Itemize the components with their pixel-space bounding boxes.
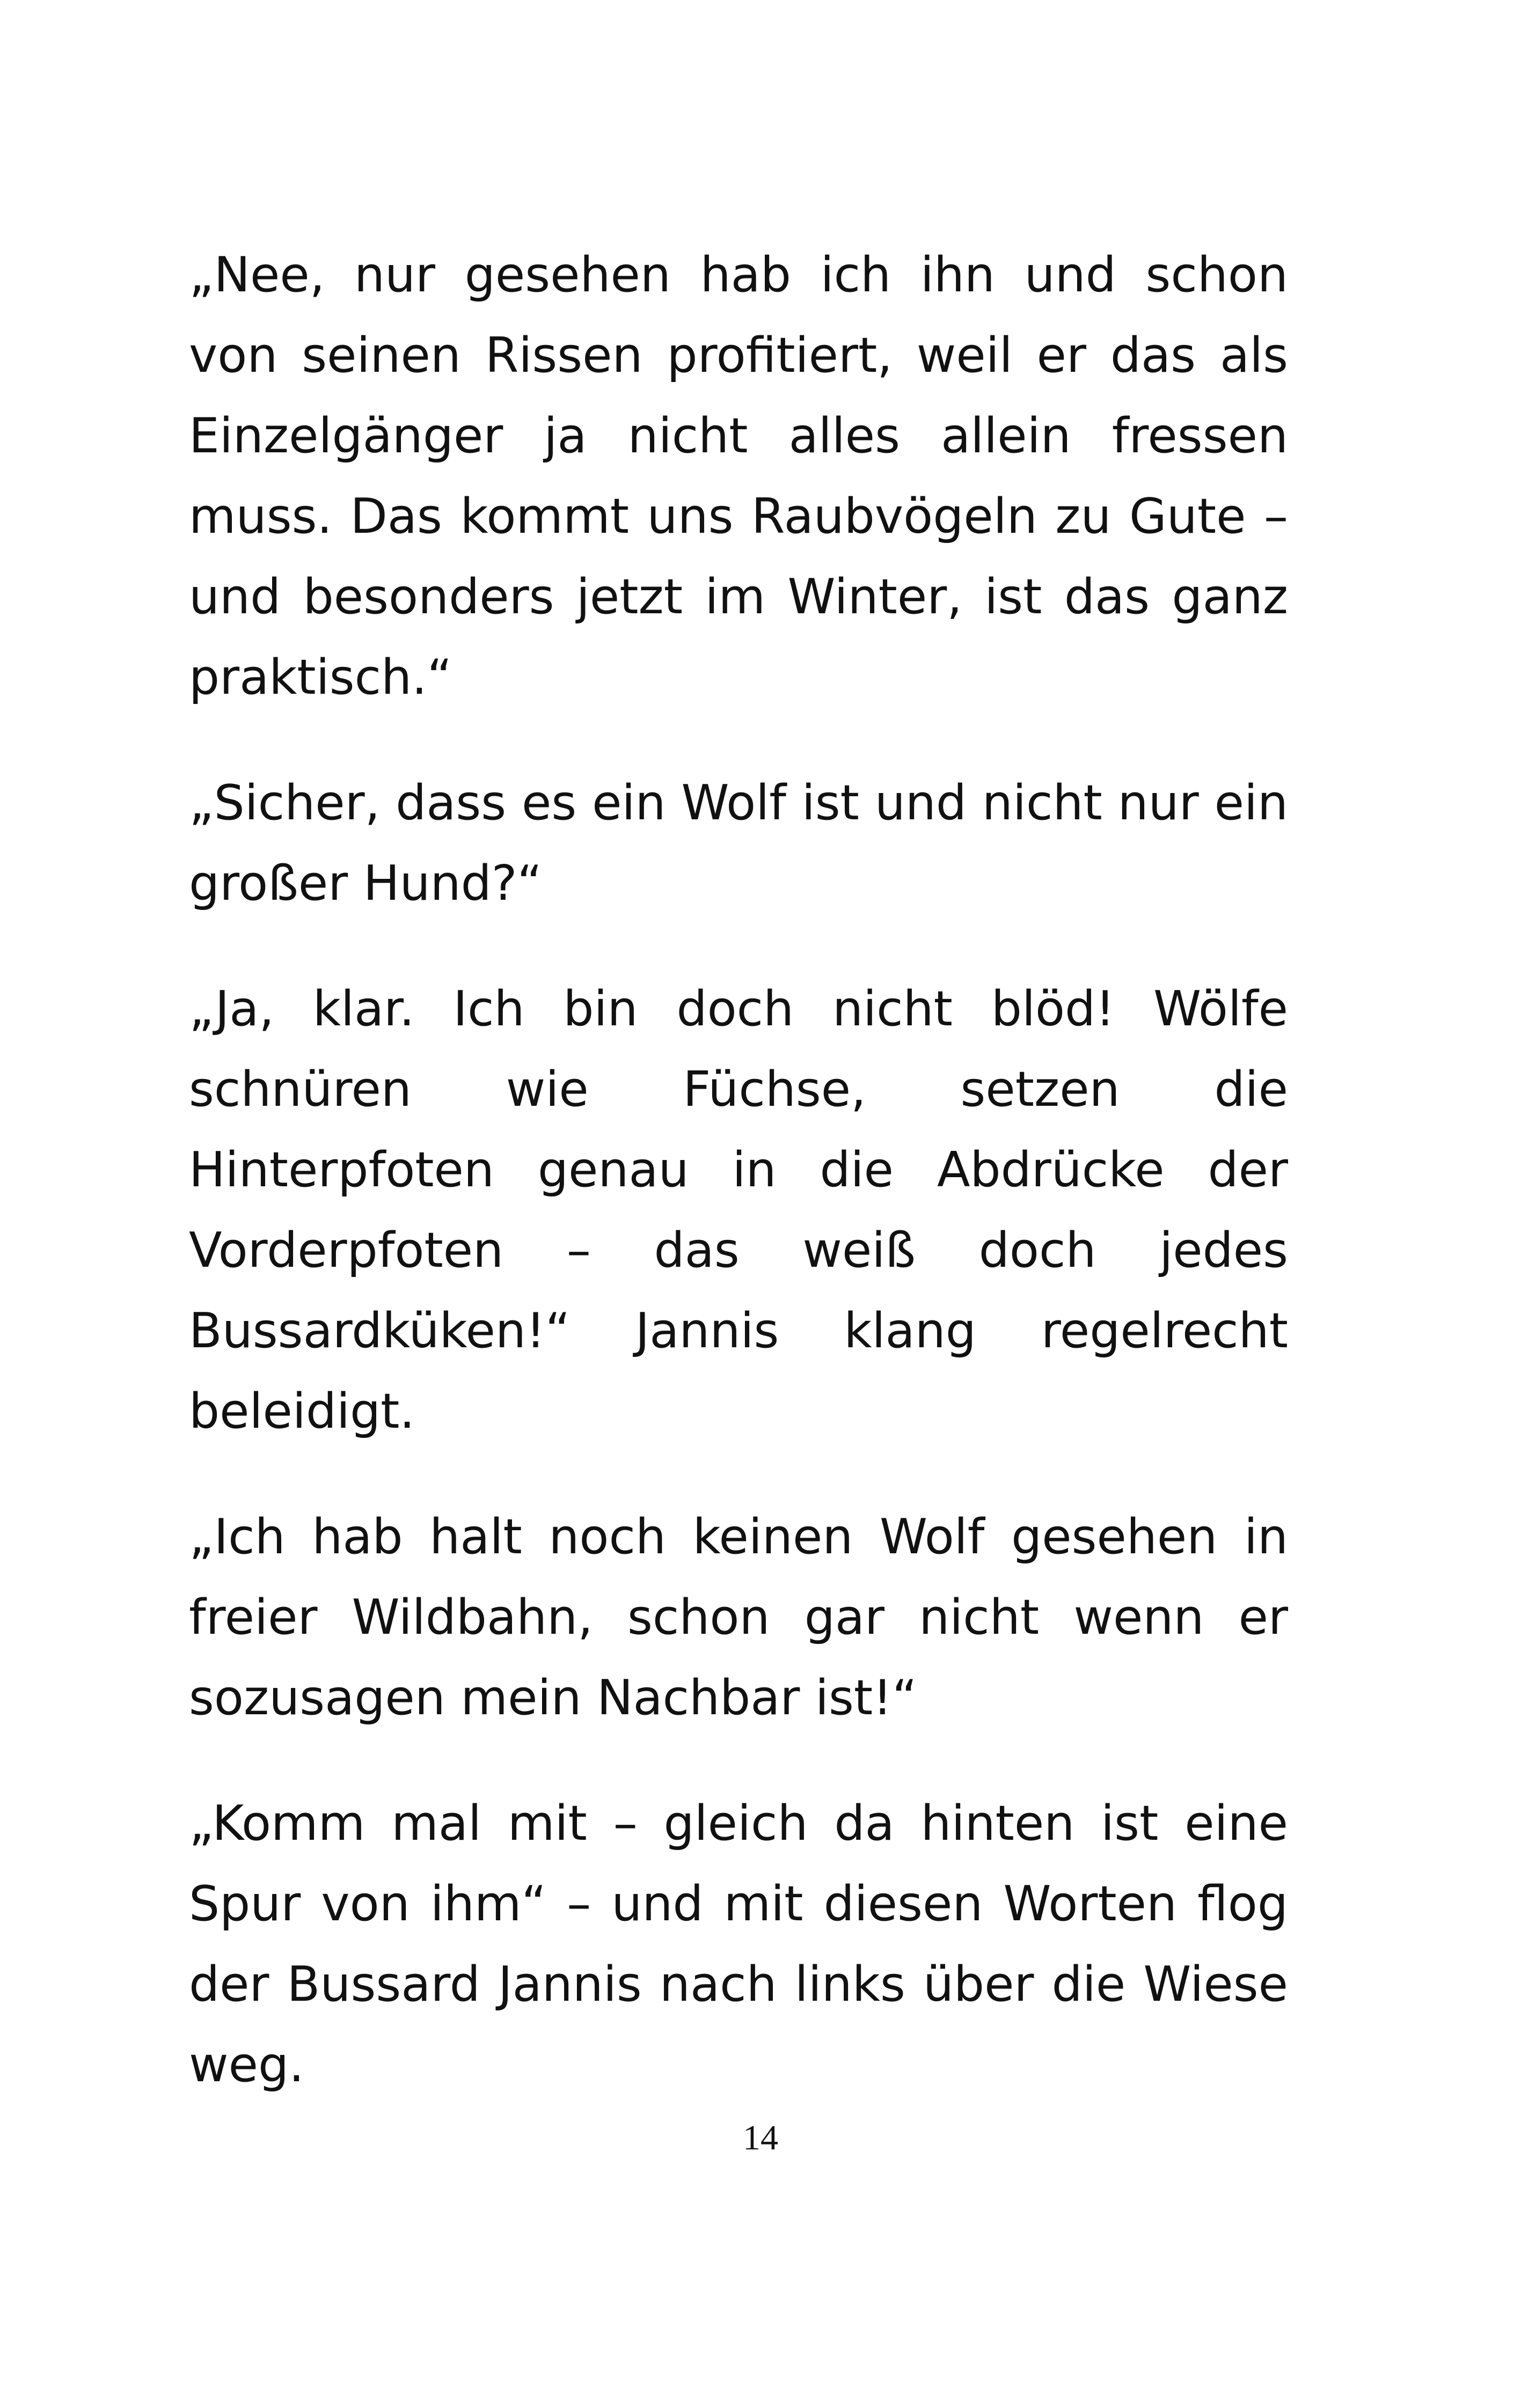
body-text <box>189 235 1288 2150</box>
paragraph: „Komm mal mit – gleich da hinten ist eine Spur von ihm“ – und mit diesen Worten flog der Bussard Jannis nach links über die Wiese weg. <box>189 1795 1288 2093</box>
paragraph: „Sicher, dass es ein Wolf ist und nicht nur ein großer Hund?“ <box>189 775 1288 912</box>
paragraph: „Nee, nur gesehen hab ich ihn und schon von seinen Rissen profitiert, weil er das als Einzelgänger ja nicht alles allein fressen muss. Das kommt uns Raubvögeln zu Gute – und besonders jetzt im Winter, ist das ganz praktisch.“ <box>189 247 1288 706</box>
paragraph: „Ich hab halt noch keinen Wolf gesehen in freier Wildbahn, schon gar nicht wenn er sozusagen mein Nachbar ist!“ <box>189 1509 1288 1726</box>
page-number: 14 <box>743 2118 778 2157</box>
paragraph: „Ja, klar. Ich bin doch nicht blöd! Wölfe schnüren wie Füchse, setzen die Hinterpfoten genau in die Abdrücke der Vorderpfoten – das weiß doch jedes Bussardküken!“ Jannis klang regelrecht beleidigt. <box>189 981 1288 1440</box>
